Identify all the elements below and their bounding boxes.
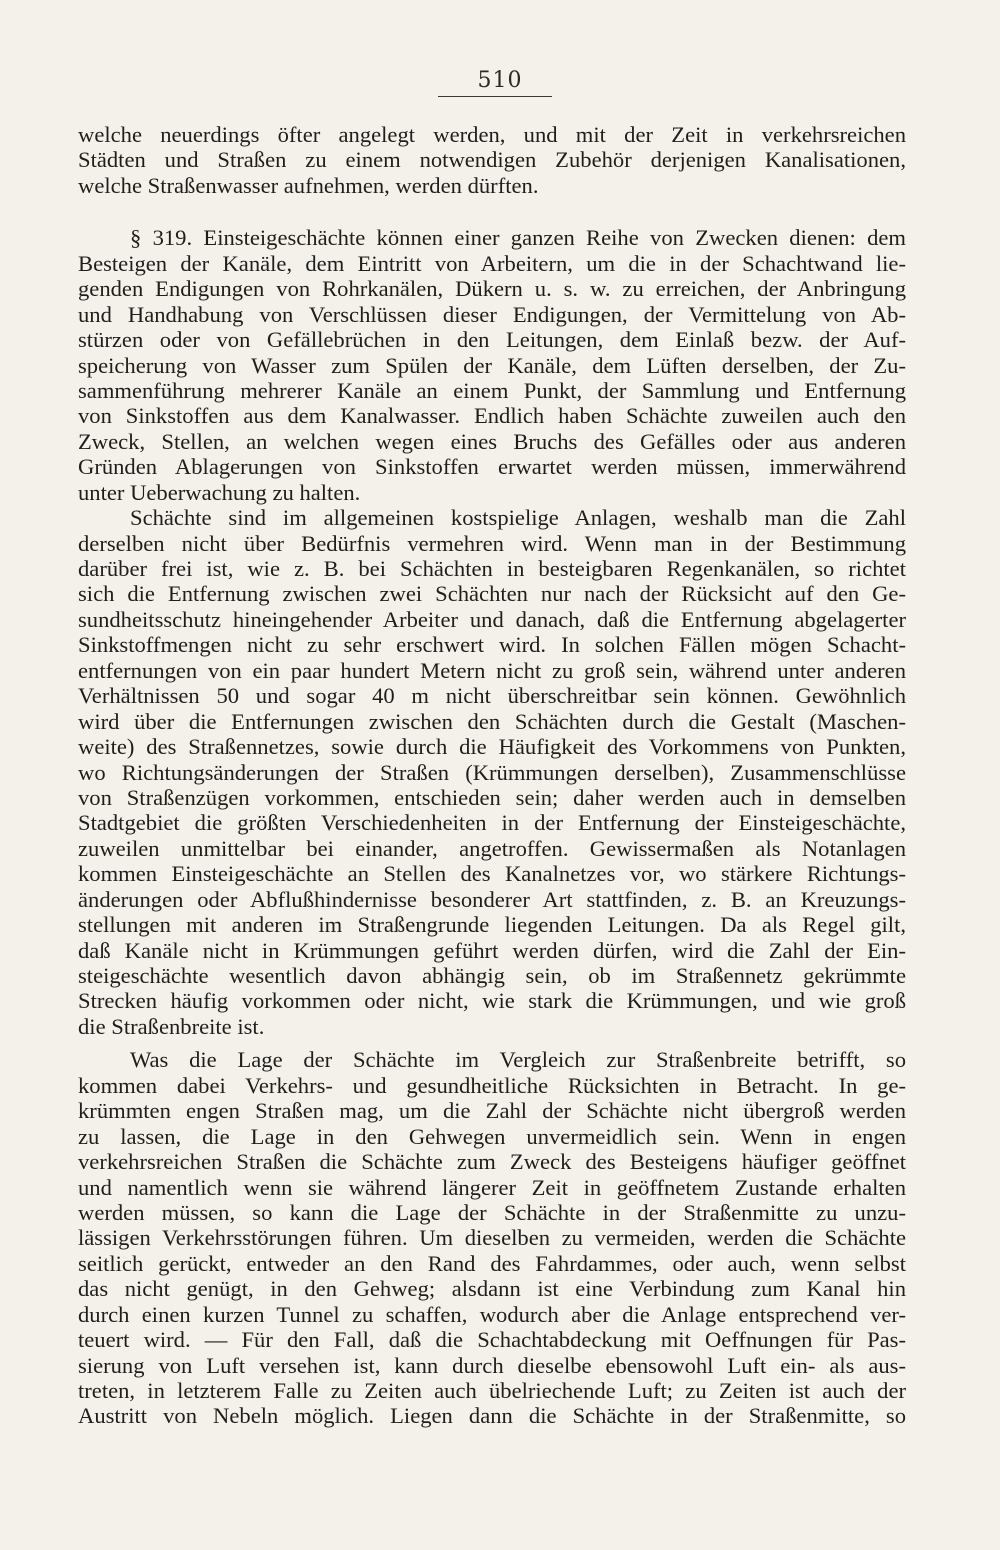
paragraph-section-319: [78, 225, 906, 505]
text-line: teuert wird. — Für den Fall, daß die Schachtabdeckung mit Oeffnungen für Pas-: [78, 1327, 906, 1353]
text-line: sierung von Luft versehen ist, kann durch dieselbe ebensowohl Luft ein- als aus-: [78, 1352, 906, 1378]
text-line: stürzen oder von Gefällebrüchen in den Leitungen, dem Einlaß bezw. der Auf-: [78, 327, 906, 353]
text-line: Zweck, Stellen, an welchen wegen eines Bruchs des Gefälles oder aus anderen: [78, 428, 906, 454]
text-line: kommen Einsteigeschächte an Stellen des Kanalnetzes vor, wo stärkere Richtungs-: [78, 861, 906, 887]
text-line: Austritt von Nebeln möglich. Liegen dann die Schächte in der Straßenmitte, so: [78, 1403, 906, 1429]
text-line: welche neuerdings öfter angelegt werden, und mit der Zeit in verkehrsreichen: [78, 122, 906, 147]
text-line: § 319. Einsteigeschächte können einer ganzen Reihe von Zwecken dienen: dem: [130, 225, 906, 251]
paragraph-gap: [78, 198, 906, 225]
page-number: 510: [477, 68, 523, 93]
text-line: darüber frei ist, wie z. B. bei Schächten in besteigbaren Regenkanälen, so richtet: [78, 556, 906, 581]
text-line: zu lassen, die Lage in den Gehwegen unvermeidlich sein. Wenn in engen: [78, 1123, 906, 1149]
text-line: wird über die Entfernungen zwischen den Schächten durch die Gestalt (Maschen-: [78, 708, 906, 734]
paragraph-4: [78, 1047, 906, 1429]
text-line: und namentlich wenn sie während längerer Zeit in geöffnetem Zustande erhalten: [78, 1174, 906, 1200]
text-line: Besteigen der Kanäle, dem Eintritt von Arbeitern, um die in der Schachtwand lie-: [78, 250, 906, 276]
text-line: Schächte sind im allgemeinen kostspielige Anlagen, weshalb man die Zahl: [130, 505, 906, 531]
text-line: derselben nicht über Bedürfnis vermehren wird. Wenn man in der Bestimmung: [78, 530, 906, 556]
text-line: durch einen kurzen Tunnel zu schaffen, wodurch aber die Anlage entsprechend ver-: [78, 1301, 906, 1327]
text-line: weite) des Straßennetzes, sowie durch die Häufigkeit des Vorkommens von Punkten,: [78, 734, 906, 760]
text-line: änderungen oder Abflußhindernisse besonderer Art stattfinden, z. B. an Kreuzungs-: [78, 886, 906, 912]
text-line: unter Ueberwachung zu halten.: [78, 479, 361, 505]
text-line: Was die Lage der Schächte im Vergleich zur Straßenbreite betrifft, so: [130, 1047, 906, 1073]
header-rule: [438, 96, 552, 97]
text-line: Verhältnissen 50 und sogar 40 m nicht überschreitbar sein können. Gewöhnlich: [78, 683, 906, 709]
text-line: genden Endigungen von Rohrkanälen, Dükern u. s. w. zu erreichen, der Anbringung: [78, 276, 906, 302]
text-line: und Handhabung von Verschlüssen dieser Endigungen, der Vermittelung von Ab-: [78, 301, 906, 327]
text-line: sammenführung mehrerer Kanäle an einem Punkt, der Sammlung und Entfernung: [78, 377, 906, 403]
paragraph-gap: [78, 1039, 906, 1047]
text-line: Sinkstoffmengen nicht zu sehr erschwert wird. In solchen Fällen mögen Schacht-: [78, 632, 906, 658]
text-line: Städten und Straßen zu einem notwendigen Zubehör derjenigen Kanalisationen,: [78, 147, 906, 173]
text-line: steigeschächte wesentlich davon abhängig sein, ob im Straßennetz gekrümmte: [78, 963, 906, 988]
text-line: lässigen Verkehrsstörungen führen. Um dieselben zu vermeiden, werden die Schächte: [78, 1225, 906, 1251]
text-line: entfernungen von ein paar hundert Metern nicht zu groß sein, während unter anderen: [78, 657, 906, 683]
text-line: Stadtgebiet die größten Verschiedenheiten in der Entfernung der Einsteigeschächte,: [78, 810, 906, 836]
text-line: wo Richtungsänderungen der Straßen (Krümmungen derselben), Zusammenschlüsse: [78, 759, 906, 785]
text-line: verkehrsreichen Straßen die Schächte zum Zweck des Besteigens häufiger geöffnet: [78, 1149, 906, 1175]
text-line: seitlich gerückt, entweder an den Rand des Fahrdammes, oder auch, wenn selbst: [78, 1250, 906, 1276]
text-line: treten, in letzterem Falle zu Zeiten auch übelriechende Luft; zu Zeiten ist auch der: [78, 1378, 906, 1403]
text-line: werden müssen, so kann die Lage der Schächte in der Straßenmitte zu unzu-: [78, 1199, 906, 1225]
text-line: welche Straßenwasser aufnehmen, werden dürften.: [78, 172, 539, 198]
text-line: daß Kanäle nicht in Krümmungen geführt werden dürfen, wird die Zahl der Ein-: [78, 937, 906, 963]
text-line: sundheitsschutz hineingehender Arbeiter und danach, daß die Entfernung abgelagerter: [78, 606, 906, 632]
text-line: kommen dabei Verkehrs- und gesundheitliche Rücksichten in Betracht. In ge-: [78, 1072, 906, 1098]
text-line: die Straßenbreite ist.: [78, 1013, 265, 1039]
text-line: Strecken häufig vorkommen oder nicht, wie stark die Krümmungen, und wie groß: [78, 988, 906, 1014]
text-line: von Straßenzügen vorkommen, entschieden sein; daher werden auch in demselben: [78, 784, 906, 810]
body-text: [78, 122, 906, 1429]
text-line: stellungen mit anderen im Straßengrunde liegenden Leitungen. Da als Regel gilt,: [78, 912, 906, 938]
text-line: das nicht genügt, in den Gehweg; alsdann ist eine Verbindung zum Kanal hin: [78, 1276, 906, 1302]
text-line: von Sinkstoffen aus dem Kanalwasser. Endlich haben Schächte zuweilen auch den: [78, 403, 906, 429]
paragraph-1: [78, 122, 906, 198]
text-line: krümmten engen Straßen mag, um die Zahl der Schächte nicht übergroß werden: [78, 1098, 906, 1124]
text-line: Gründen Ablagerungen von Sinkstoffen erwartet werden müssen, immerwährend: [78, 454, 906, 480]
paragraph-3: [78, 505, 906, 1039]
text-line: speicherung von Wasser zum Spülen der Kanäle, dem Lüften derselben, der Zu-: [78, 352, 906, 378]
text-line: zuweilen unmittelbar bei einander, angetroffen. Gewissermaßen als Notanlagen: [78, 835, 906, 861]
text-line: sich die Entfernung zwischen zwei Schächten nur nach der Rücksicht auf den Ge-: [78, 581, 906, 607]
